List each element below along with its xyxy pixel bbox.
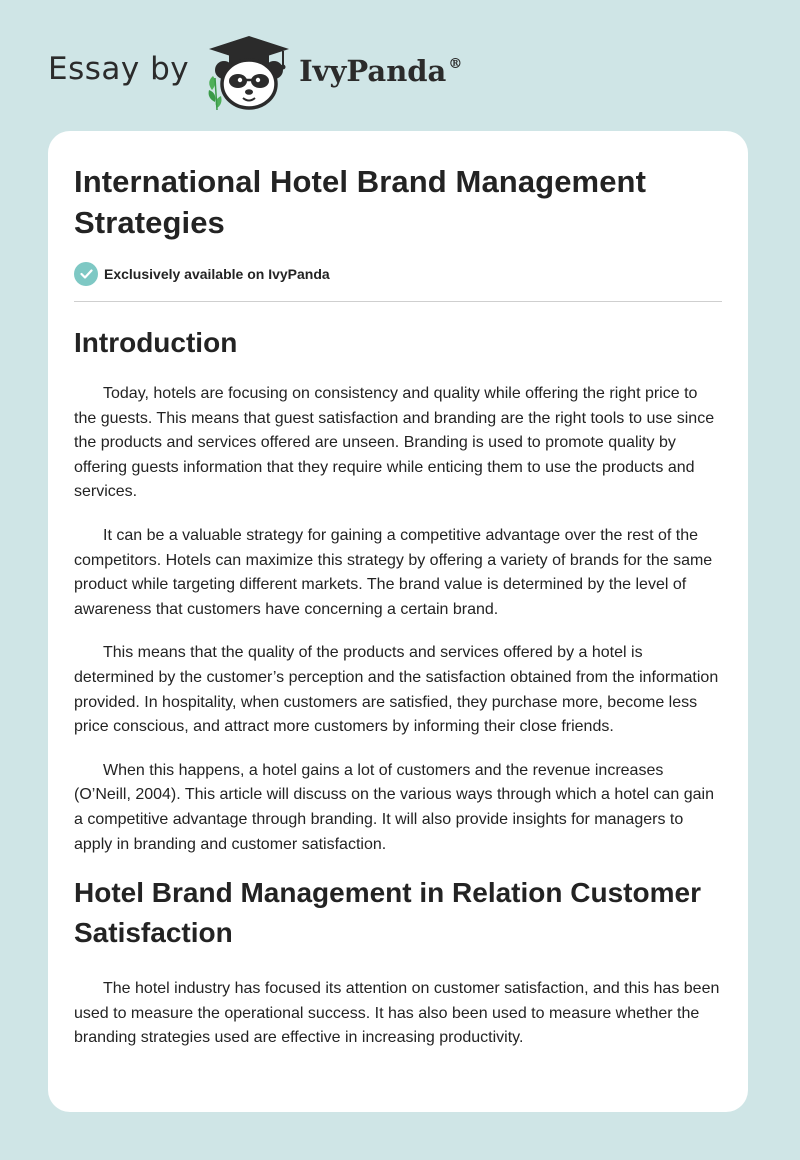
paragraph: The hotel industry has focused its attention on customer satisfaction, and this has been used to measure the operational success. It has also been used to measure whether the branding strategies used are effective in increasing productivity. xyxy=(74,980,720,1047)
panda-logo-icon[interactable] xyxy=(203,32,295,112)
essay-title: International Hotel Brand Management Strategies xyxy=(74,164,646,240)
essay-by-label: Essay by xyxy=(48,51,190,87)
exclusive-badge xyxy=(74,262,722,286)
section-heading-introduction: Introduction xyxy=(74,327,238,358)
registered-mark: ® xyxy=(448,56,463,72)
brand-name-text: IvyPanda xyxy=(299,54,447,88)
essay-card xyxy=(48,131,748,1112)
paragraph: When this happens, a hotel gains a lot of customers and the revenue increases (O’Neill, 2004). This article will discuss on the various ways through which a hotel can gain a competitive advantage through branding. It will also provide insights for managers to apply in branding and customer satisfaction. xyxy=(74,761,715,853)
title-divider xyxy=(74,301,722,302)
site-header xyxy=(48,32,462,112)
paragraph: It can be a valuable strategy for gaining a competitive advantage over the rest of the competitors. Hotels can maximize this strategy by offering a variety of brands for the same product while targeting different markets. The brand value is determined by the level of awareness that customers have concerning a certain brand. xyxy=(74,526,713,618)
checkmark-icon xyxy=(74,262,98,286)
section-heading-brand-management: Hotel Brand Management in Relation Customer Satisfaction xyxy=(74,877,701,949)
brand-name[interactable] xyxy=(299,54,462,88)
paragraph: Today, hotels are focusing on consistency and quality while offering the right price to the guests. This means that guest satisfaction and branding are the right tools to use since the products and services offered are unseen. Branding is used to promote quality by offering guests information that they require while enticing them to use the products and services. xyxy=(74,385,715,501)
exclusive-badge-label: Exclusively available on IvyPanda xyxy=(104,266,330,282)
paragraph: This means that the quality of the products and services offered by a hotel is determined by the customer’s perception and the satisfaction obtained from the information provided. In hospitality, when customers are satisfied, they purchase more, become less price conscious, and attract more customers by informing their close friends. xyxy=(74,644,719,736)
